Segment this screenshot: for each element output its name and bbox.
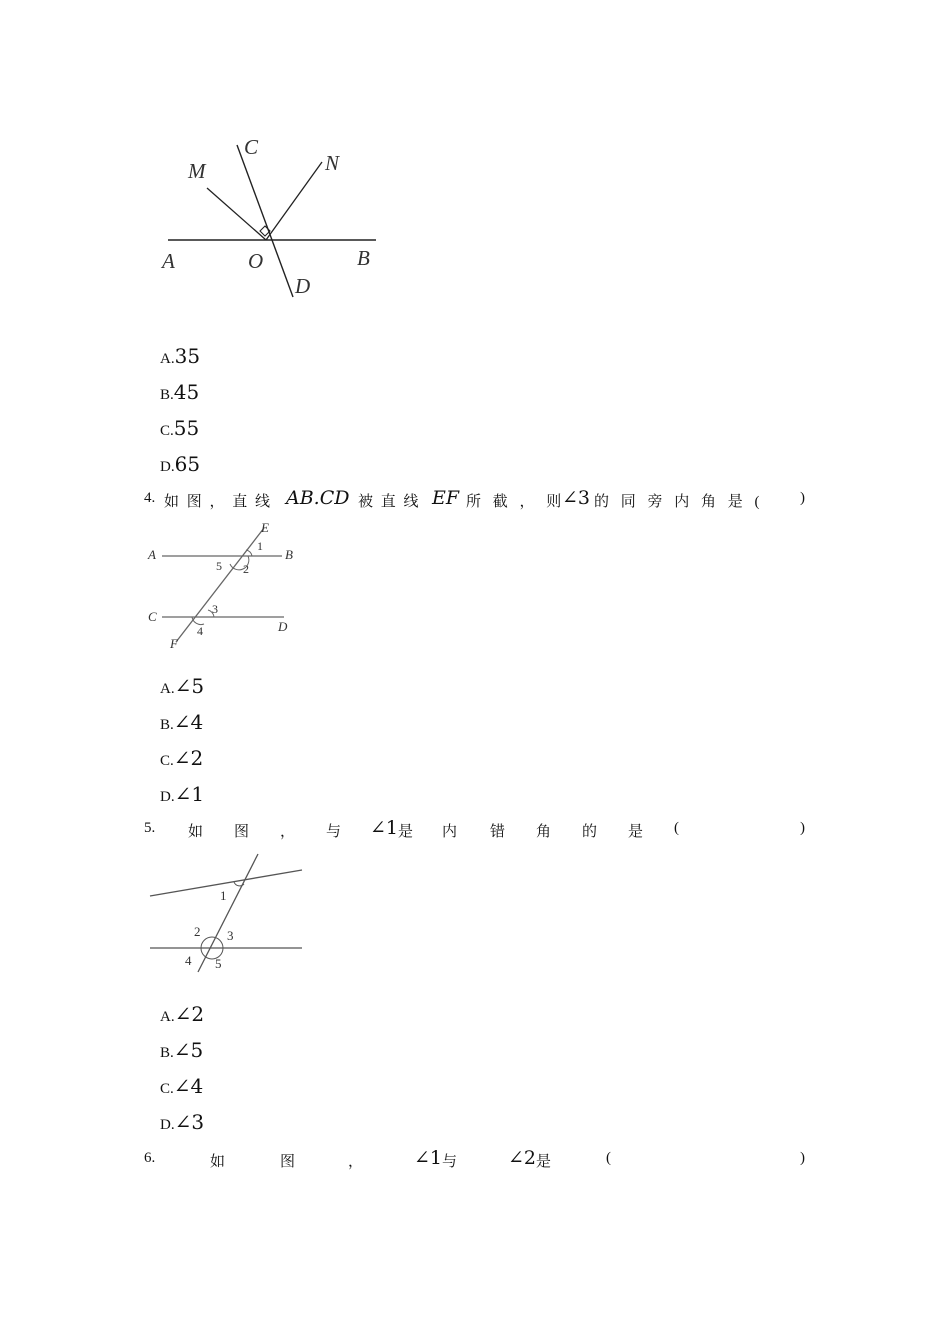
option-letter: B.	[160, 387, 174, 403]
q6-math-angle1: ∠1	[414, 1147, 443, 1169]
option-letter: A.	[160, 351, 175, 367]
label-B: B	[357, 246, 370, 270]
q5-word: 内	[442, 824, 458, 840]
label-D: D	[278, 619, 288, 634]
q5-close-paren: )	[800, 820, 805, 836]
option-value: ∠4	[173, 710, 204, 734]
q4-option-c[interactable]	[160, 746, 203, 770]
q5-stem	[144, 817, 808, 846]
option-value: 65	[174, 452, 201, 476]
option-value: ∠2	[173, 746, 204, 770]
option-value: ∠2	[174, 1002, 205, 1026]
q5-open-paren: (	[674, 820, 679, 836]
option-value: 55	[173, 416, 200, 440]
angle-label-5: 5	[216, 559, 222, 573]
label-A: A	[148, 547, 156, 562]
q6-stem	[144, 1147, 808, 1176]
q4-text-3: 所 截 ， 则	[466, 494, 566, 510]
label-N: N	[325, 151, 340, 175]
q5-word: 与	[326, 824, 342, 840]
q4-stem	[144, 487, 808, 516]
q4-number: 4.	[144, 490, 156, 506]
q4-figure	[144, 518, 304, 653]
q3-option-b[interactable]	[160, 380, 199, 404]
label-C: C	[244, 135, 259, 159]
q5-word: 的	[582, 824, 598, 840]
q5-math-angle1: ∠1	[370, 817, 399, 839]
transversal-angles-diagram	[144, 848, 308, 978]
q4-text-4: 的 同 旁 内 角 是 (	[594, 494, 764, 510]
angle-label-3: 3	[212, 602, 218, 616]
q3-option-d[interactable]	[160, 452, 200, 476]
q4-text-1: 如 图 ， 直 线	[164, 494, 273, 510]
q6-open-paren: (	[606, 1150, 611, 1166]
q5-word: 角	[536, 824, 552, 840]
q5-option-c[interactable]	[160, 1074, 203, 1098]
angle-label-1: 1	[257, 539, 263, 553]
q6-math-angle2: ∠2	[508, 1147, 537, 1169]
q5-option-a[interactable]	[160, 1002, 204, 1026]
q5-word: 如	[188, 824, 204, 840]
q6-word: 图	[280, 1154, 296, 1170]
q6-close-paren: )	[800, 1150, 805, 1166]
q4-math-angle3: ∠3	[562, 487, 591, 509]
angle-label-4: 4	[185, 953, 192, 968]
option-letter: D.	[160, 459, 175, 475]
option-value: ∠5	[173, 1038, 204, 1062]
option-letter: C.	[160, 423, 174, 439]
label-B: B	[285, 547, 293, 562]
angle-label-2: 2	[243, 562, 249, 576]
q4-option-d[interactable]	[160, 782, 204, 806]
q4-option-a[interactable]	[160, 674, 204, 698]
q5-word: ，	[280, 824, 296, 840]
q6-word: 如	[210, 1154, 226, 1170]
q5-word: 图	[234, 824, 250, 840]
option-letter: A.	[160, 681, 175, 697]
option-value: ∠1	[174, 782, 205, 806]
angle-label-3: 3	[227, 928, 234, 943]
q4-math-ab-cd: AB.CD	[286, 487, 350, 509]
label-A: A	[162, 249, 175, 273]
label-M: M	[188, 159, 206, 183]
option-letter: D.	[160, 1117, 175, 1133]
q6-number: 6.	[144, 1150, 156, 1166]
angle-label-1: 1	[220, 888, 227, 903]
label-E: E	[261, 520, 269, 535]
option-value: 35	[174, 344, 201, 368]
option-value: 45	[173, 380, 200, 404]
q5-option-d[interactable]	[160, 1110, 204, 1134]
q6-word: 是	[536, 1154, 552, 1170]
q5-figure	[144, 848, 308, 978]
q3-option-c[interactable]	[160, 416, 199, 440]
parallel-lines-transversal-diagram	[144, 518, 304, 653]
q5-word: 是	[398, 824, 414, 840]
q5-number: 5.	[144, 820, 156, 836]
option-letter: B.	[160, 1045, 174, 1061]
option-letter: C.	[160, 753, 174, 769]
label-D: D	[295, 274, 311, 298]
label-O: O	[248, 249, 264, 273]
q3-option-a[interactable]	[160, 344, 200, 368]
option-letter: B.	[160, 717, 174, 733]
option-value: ∠5	[174, 674, 205, 698]
label-C: C	[148, 609, 157, 624]
option-letter: A.	[160, 1009, 175, 1025]
angle-diagram	[150, 130, 390, 310]
label-F: F	[170, 636, 178, 651]
angle-label-2: 2	[194, 924, 201, 939]
q4-close-paren: )	[800, 490, 805, 506]
q4-text-2: 被 直 线	[358, 494, 421, 510]
q4-option-b[interactable]	[160, 710, 203, 734]
option-value: ∠4	[173, 1074, 204, 1098]
q5-word: 是	[628, 824, 644, 840]
q5-word: 错	[490, 824, 506, 840]
angle-label-5: 5	[215, 956, 222, 971]
q6-word: 与	[442, 1154, 458, 1170]
option-value: ∠3	[174, 1110, 205, 1134]
option-letter: C.	[160, 1081, 174, 1097]
q4-math-ef: EF	[432, 487, 460, 509]
q6-word: ，	[348, 1154, 364, 1170]
q3-figure	[150, 130, 390, 310]
q5-option-b[interactable]	[160, 1038, 203, 1062]
option-letter: D.	[160, 789, 175, 805]
angle-label-4: 4	[197, 624, 203, 638]
